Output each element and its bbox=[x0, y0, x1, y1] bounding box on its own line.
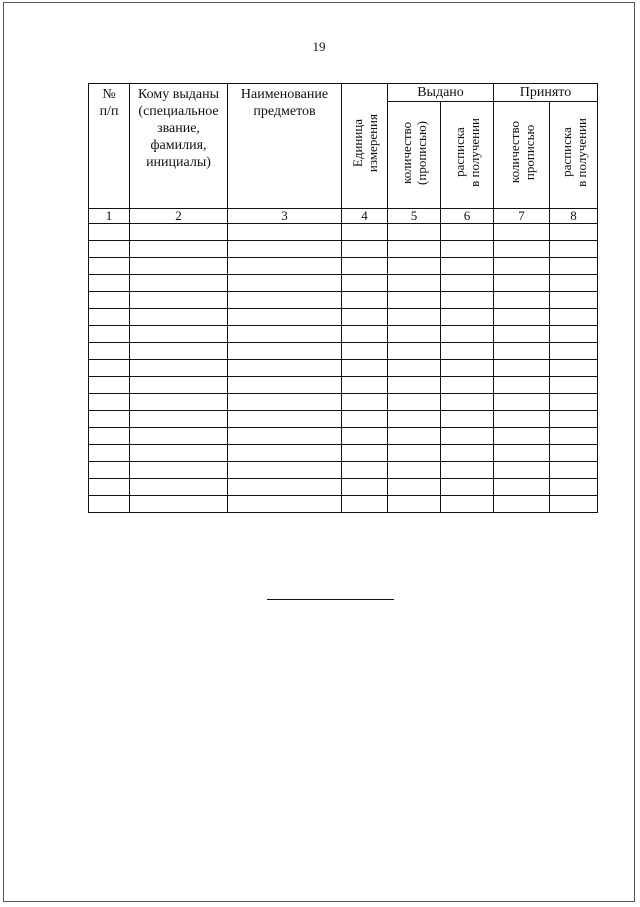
table-cell bbox=[441, 394, 494, 411]
table-row bbox=[89, 292, 598, 309]
table-cell bbox=[89, 462, 130, 479]
table-cell bbox=[228, 326, 342, 343]
table-cell bbox=[494, 241, 550, 258]
table-cell bbox=[441, 258, 494, 275]
table-cell bbox=[550, 445, 598, 462]
table-row bbox=[89, 360, 598, 377]
table-cell bbox=[441, 275, 494, 292]
table-cell bbox=[342, 445, 388, 462]
table-cell bbox=[89, 326, 130, 343]
table-cell bbox=[388, 309, 441, 326]
table-cell bbox=[89, 343, 130, 360]
table-cell bbox=[441, 377, 494, 394]
table-cell bbox=[494, 224, 550, 241]
table-cell bbox=[342, 241, 388, 258]
column-number: 3 bbox=[228, 209, 342, 224]
table-cell bbox=[228, 462, 342, 479]
table-cell bbox=[130, 411, 228, 428]
table-cell bbox=[130, 462, 228, 479]
table-row bbox=[89, 224, 598, 241]
table-cell bbox=[228, 496, 342, 513]
table-cell bbox=[550, 343, 598, 360]
table-cell bbox=[494, 496, 550, 513]
table-cell bbox=[228, 343, 342, 360]
table-cell bbox=[89, 292, 130, 309]
table-cell bbox=[342, 258, 388, 275]
table-cell bbox=[494, 258, 550, 275]
table-row bbox=[89, 377, 598, 394]
table-cell bbox=[228, 275, 342, 292]
table-cell bbox=[228, 309, 342, 326]
table-cell bbox=[441, 479, 494, 496]
table-row bbox=[89, 326, 598, 343]
table-cell bbox=[494, 360, 550, 377]
table-cell bbox=[89, 411, 130, 428]
table-cell bbox=[550, 428, 598, 445]
table-cell bbox=[342, 224, 388, 241]
table-cell bbox=[441, 292, 494, 309]
table-cell bbox=[494, 394, 550, 411]
table-cell bbox=[550, 360, 598, 377]
table-row bbox=[89, 343, 598, 360]
column-number: 5 bbox=[388, 209, 441, 224]
table-cell bbox=[388, 326, 441, 343]
table-cell bbox=[550, 496, 598, 513]
table-cell bbox=[494, 445, 550, 462]
column-number: 2 bbox=[130, 209, 228, 224]
table-cell bbox=[130, 479, 228, 496]
table-cell bbox=[342, 326, 388, 343]
table-cell bbox=[550, 258, 598, 275]
table-cell bbox=[342, 428, 388, 445]
header-received-quantity: количество прописью bbox=[494, 102, 550, 209]
table-cell bbox=[388, 462, 441, 479]
table-cell bbox=[441, 224, 494, 241]
table-cell bbox=[388, 377, 441, 394]
table-cell bbox=[388, 496, 441, 513]
table-cell bbox=[494, 292, 550, 309]
table-cell bbox=[388, 224, 441, 241]
table-cell bbox=[441, 496, 494, 513]
table-cell bbox=[228, 428, 342, 445]
table-cell bbox=[388, 258, 441, 275]
table-cell bbox=[441, 309, 494, 326]
issue-receipt-table bbox=[88, 83, 598, 513]
table-row bbox=[89, 258, 598, 275]
table-cell bbox=[494, 326, 550, 343]
table-cell bbox=[441, 343, 494, 360]
column-number: 7 bbox=[494, 209, 550, 224]
column-number: 1 bbox=[89, 209, 130, 224]
table-cell bbox=[130, 224, 228, 241]
table-cell bbox=[228, 394, 342, 411]
table-cell bbox=[342, 292, 388, 309]
table-row bbox=[89, 241, 598, 258]
table-cell bbox=[550, 394, 598, 411]
column-number: 6 bbox=[441, 209, 494, 224]
table-cell bbox=[228, 377, 342, 394]
table-cell bbox=[89, 377, 130, 394]
table-cell bbox=[388, 241, 441, 258]
table-row bbox=[89, 445, 598, 462]
header-item-name: Наименование предметов bbox=[228, 84, 342, 209]
column-number: 8 bbox=[550, 209, 598, 224]
table-cell bbox=[494, 428, 550, 445]
table-cell bbox=[441, 445, 494, 462]
table-row bbox=[89, 275, 598, 292]
table-cell bbox=[494, 343, 550, 360]
table-cell bbox=[342, 411, 388, 428]
header-issued-quantity: количество (прописью) bbox=[388, 102, 441, 209]
header-received-receipt: расписка в получении bbox=[550, 102, 598, 209]
table-row bbox=[89, 309, 598, 326]
document-page bbox=[3, 2, 635, 902]
table-cell bbox=[342, 360, 388, 377]
table-cell bbox=[441, 241, 494, 258]
table-cell bbox=[130, 428, 228, 445]
table-cell bbox=[228, 445, 342, 462]
table-cell bbox=[388, 428, 441, 445]
table-cell bbox=[388, 360, 441, 377]
table-cell bbox=[130, 343, 228, 360]
table-cell bbox=[130, 377, 228, 394]
table-cell bbox=[441, 411, 494, 428]
table-row bbox=[89, 428, 598, 445]
table-cell bbox=[441, 428, 494, 445]
table-cell bbox=[89, 224, 130, 241]
table-cell bbox=[550, 224, 598, 241]
table-cell bbox=[550, 309, 598, 326]
table-cell bbox=[130, 360, 228, 377]
table-cell bbox=[130, 496, 228, 513]
table-cell bbox=[89, 258, 130, 275]
table-cell bbox=[441, 360, 494, 377]
header-group-received: Принято bbox=[494, 84, 598, 102]
table-cell bbox=[550, 479, 598, 496]
column-number-row bbox=[89, 209, 598, 224]
table-cell bbox=[130, 394, 228, 411]
header-issued-receipt: расписка в получении bbox=[441, 102, 494, 209]
table-cell bbox=[130, 292, 228, 309]
table-cell bbox=[550, 326, 598, 343]
table-cell bbox=[388, 343, 441, 360]
table-cell bbox=[89, 241, 130, 258]
table-row bbox=[89, 479, 598, 496]
table-cell bbox=[130, 275, 228, 292]
table-row bbox=[89, 394, 598, 411]
table-cell bbox=[130, 241, 228, 258]
table-cell bbox=[228, 258, 342, 275]
table-cell bbox=[342, 275, 388, 292]
table-cell bbox=[228, 411, 342, 428]
table-cell bbox=[550, 377, 598, 394]
table-cell bbox=[89, 428, 130, 445]
header-number: № п/п bbox=[89, 84, 130, 209]
table-cell bbox=[550, 241, 598, 258]
table-cell bbox=[388, 411, 441, 428]
page-number: 19 bbox=[312, 39, 326, 54]
table-cell bbox=[550, 275, 598, 292]
table-cell bbox=[550, 292, 598, 309]
table-cell bbox=[89, 309, 130, 326]
table-cell bbox=[89, 479, 130, 496]
table-cell bbox=[89, 360, 130, 377]
table-cell bbox=[388, 445, 441, 462]
table-cell bbox=[494, 275, 550, 292]
table-cell bbox=[441, 462, 494, 479]
table-cell bbox=[342, 462, 388, 479]
table-cell bbox=[342, 377, 388, 394]
table-cell bbox=[130, 309, 228, 326]
table-cell bbox=[494, 377, 550, 394]
table-cell bbox=[494, 479, 550, 496]
table-cell bbox=[228, 241, 342, 258]
table-cell bbox=[228, 224, 342, 241]
table-cell bbox=[550, 411, 598, 428]
table-cell bbox=[89, 394, 130, 411]
table-cell bbox=[388, 394, 441, 411]
table-cell bbox=[342, 309, 388, 326]
table-cell bbox=[342, 479, 388, 496]
table-cell bbox=[130, 445, 228, 462]
table-row bbox=[89, 496, 598, 513]
table-cell bbox=[494, 462, 550, 479]
table-cell bbox=[550, 462, 598, 479]
table-cell bbox=[494, 309, 550, 326]
table-cell bbox=[228, 292, 342, 309]
column-number: 4 bbox=[342, 209, 388, 224]
table-cell bbox=[388, 292, 441, 309]
table-cell bbox=[130, 326, 228, 343]
table-cell bbox=[228, 360, 342, 377]
table-cell bbox=[89, 275, 130, 292]
table-row bbox=[89, 411, 598, 428]
table-cell bbox=[388, 479, 441, 496]
header-issued-to: Кому выданы (специальное звание, фамилия, инициалы) bbox=[130, 84, 228, 209]
table-cell bbox=[130, 258, 228, 275]
table-cell bbox=[494, 411, 550, 428]
table-cell bbox=[342, 394, 388, 411]
header-unit: Единица измерения bbox=[342, 84, 388, 209]
table-cell bbox=[388, 275, 441, 292]
closing-line bbox=[267, 599, 394, 600]
table-cell bbox=[89, 445, 130, 462]
table-cell bbox=[342, 343, 388, 360]
header-group-issued: Выдано bbox=[388, 84, 494, 102]
table-cell bbox=[441, 326, 494, 343]
table-cell bbox=[228, 479, 342, 496]
table-cell bbox=[342, 496, 388, 513]
table-row bbox=[89, 462, 598, 479]
table-cell bbox=[89, 496, 130, 513]
